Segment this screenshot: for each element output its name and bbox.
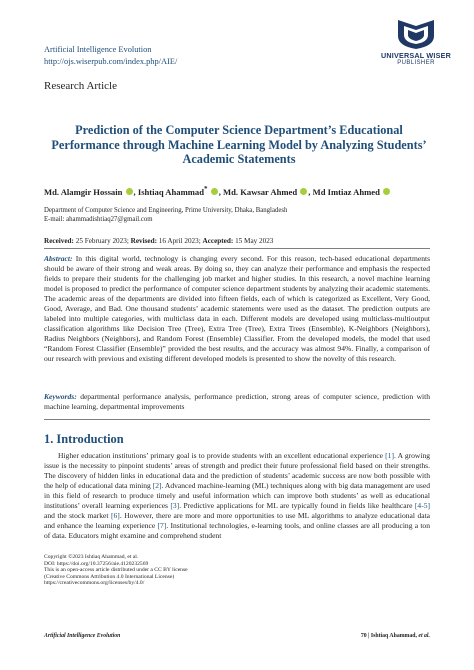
orcid-icon[interactable] xyxy=(211,188,218,195)
citation-link[interactable]: [1] xyxy=(385,451,394,460)
keywords-label: Keywords: xyxy=(44,392,77,401)
abstract-text: In this digital world, technology is changing every second. For this reason, tech-based educational departments should be aware of their strong and weak areas. By doing so, they can analyze their performance and emphasis the respected fields to prepare their students for the challenging job market and higher studies. In this research, a novel machine learning model is proposed to predict the performance of computer science department students by analyzing their academic statements. The academic areas of the departments are divided into fifteen fields, each of which is categorized as Excellent, Very Good, Good, Average, and Bad. One thousand students’ academic statements were used as the dataset. The prediction outputs are labeled into multiple categories, with multiclass data in each. Different models are developed using multiclass-multioutput classification algorithms like Decision Tree (Tree), Extra Tree (Tree), Extra Trees (Ensemble), K-Neighbors (Neighbors), Radius Neighbors (Neighbors), and Random Forest (Ensemble) Classifier. From the developed models, the model that used “Random Forest Classifier (Ensemble)” provided the best results, and the accuracy was almost 94%. Finally, a comparison of our research with previous and existing different developed models is presented to show the novelty of this research. xyxy=(44,254,431,363)
journal-header xyxy=(44,44,177,68)
citation-link[interactable]: [3] xyxy=(170,501,180,511)
license-link[interactable]: https://creativecommons.org/licenses/by/4.0/ xyxy=(44,580,145,587)
keywords xyxy=(44,392,430,412)
revised-date: 16 April 2023; xyxy=(158,237,201,245)
citation-link[interactable]: [2] xyxy=(152,481,162,491)
orcid-icon[interactable] xyxy=(383,188,390,195)
intro-text: and the stock market xyxy=(44,511,112,521)
publisher-name-line2: PUBLISHER xyxy=(397,60,435,66)
section-heading-introduction: 1. Introduction xyxy=(44,432,124,446)
publisher-emblem-icon xyxy=(394,18,438,50)
license-line: (Creative Commons Attribution 4.0 International License) xyxy=(44,573,175,580)
author-name: Ishtiaq Ahammad xyxy=(137,186,204,197)
received-label: Received: xyxy=(44,237,74,245)
intro-text: . Advanced machine-learning (ML) techniques along with big data management are used in this field of research to produce timely and useful information which can improve both students’ as well as educational institutions’ overall learning experiences xyxy=(44,481,430,511)
author-separator: , xyxy=(133,186,138,197)
footer-page-author: 70 | Ishtiaq Ahammad, xyxy=(360,633,419,639)
author-name: Md. Alamgir Hossain xyxy=(44,186,123,197)
footer-journal-name: Artificial Intelligence Evolution xyxy=(44,633,121,639)
accepted-date: 15 May 2023 xyxy=(235,237,274,245)
intro-text: . A growing issue is the necessity to pinpoint students’ areas of strength and predict their future professional field based on their strengths. The discovery of hidden links in educational data and the prediction of students’ academic success are now both possible with the help of educational data mining xyxy=(44,451,430,491)
divider-bottom xyxy=(44,419,430,420)
affiliation-block xyxy=(44,207,287,224)
intro-text: Higher education institutions’ primary goal is to provide students with an excellent educational experience xyxy=(58,451,386,460)
copyright-block xyxy=(44,554,188,587)
publisher-name-line1: UNIVERSAL WISER xyxy=(381,51,451,60)
author-separator: , xyxy=(308,186,313,197)
author-name: Md. Kawsar Ahmed xyxy=(223,186,298,197)
corresponding-email[interactable]: E-mail: ahammadishtiaq27@gmail.com xyxy=(44,215,153,223)
copyright-line: Copyright ©2023 Ishtiaq Ahammad, et al. xyxy=(44,554,139,560)
footer-page-info xyxy=(361,633,430,639)
corresponding-mark: * xyxy=(204,185,208,193)
paper-title: Prediction of the Computer Science Department’s Educational Performance through Machine Learning Model by Analyzing Students’ Academic Statements xyxy=(51,123,427,166)
abstract-label: Abstract: xyxy=(44,254,73,263)
abstract xyxy=(44,254,430,363)
revised-label: Revised: xyxy=(130,237,157,245)
intro-text: . Institutional technologies, e-learning tools, and online classes are all producing a ton of data. Educators might examine and comprehend student xyxy=(44,521,430,541)
introduction-paragraph xyxy=(44,451,430,541)
keywords-text: departmental performance analysis, performance prediction, strong areas of computer science, prediction with machine learning, departmental improvements xyxy=(44,392,430,411)
journal-name: Artificial Intelligence Evolution xyxy=(44,45,152,54)
intro-text: . However, there are more and more opportunities to use ML algorithms to analyze educational data and enhance the learning experience xyxy=(44,511,431,531)
footer-et-al: et al. xyxy=(418,633,430,639)
divider-top xyxy=(44,248,430,249)
intro-text: . Predictive applications for ML are typically found in fields like healthcare xyxy=(179,501,415,511)
doi-link[interactable]: DOI: https://doi.org/10.37256/aie.4120232569 xyxy=(44,560,149,567)
article-dates xyxy=(44,237,273,245)
author-separator: , xyxy=(218,186,224,197)
orcid-icon[interactable] xyxy=(126,188,133,195)
citation-link[interactable]: [4-5] xyxy=(414,501,430,511)
citation-link[interactable]: [6] xyxy=(111,511,120,521)
accepted-label: Accepted: xyxy=(202,237,234,245)
journal-url[interactable]: http://ojs.wiserpub.com/index.php/AIE/ xyxy=(44,57,178,66)
citation-link[interactable]: [7] xyxy=(157,521,167,531)
affiliation: Department of Computer Science and Engineering, Prime University, Dhaka, Bangladesh xyxy=(44,207,288,214)
orcid-icon[interactable] xyxy=(300,188,307,195)
article-type: Research Article xyxy=(44,80,117,92)
publisher-logo xyxy=(376,18,456,76)
received-date: 25 February 2023; xyxy=(75,237,129,245)
license-line: This is an open-access article distributed under a CC BY license xyxy=(44,567,188,574)
author-list xyxy=(44,185,444,197)
author-name: Md Imtiaz Ahmed xyxy=(312,186,380,197)
